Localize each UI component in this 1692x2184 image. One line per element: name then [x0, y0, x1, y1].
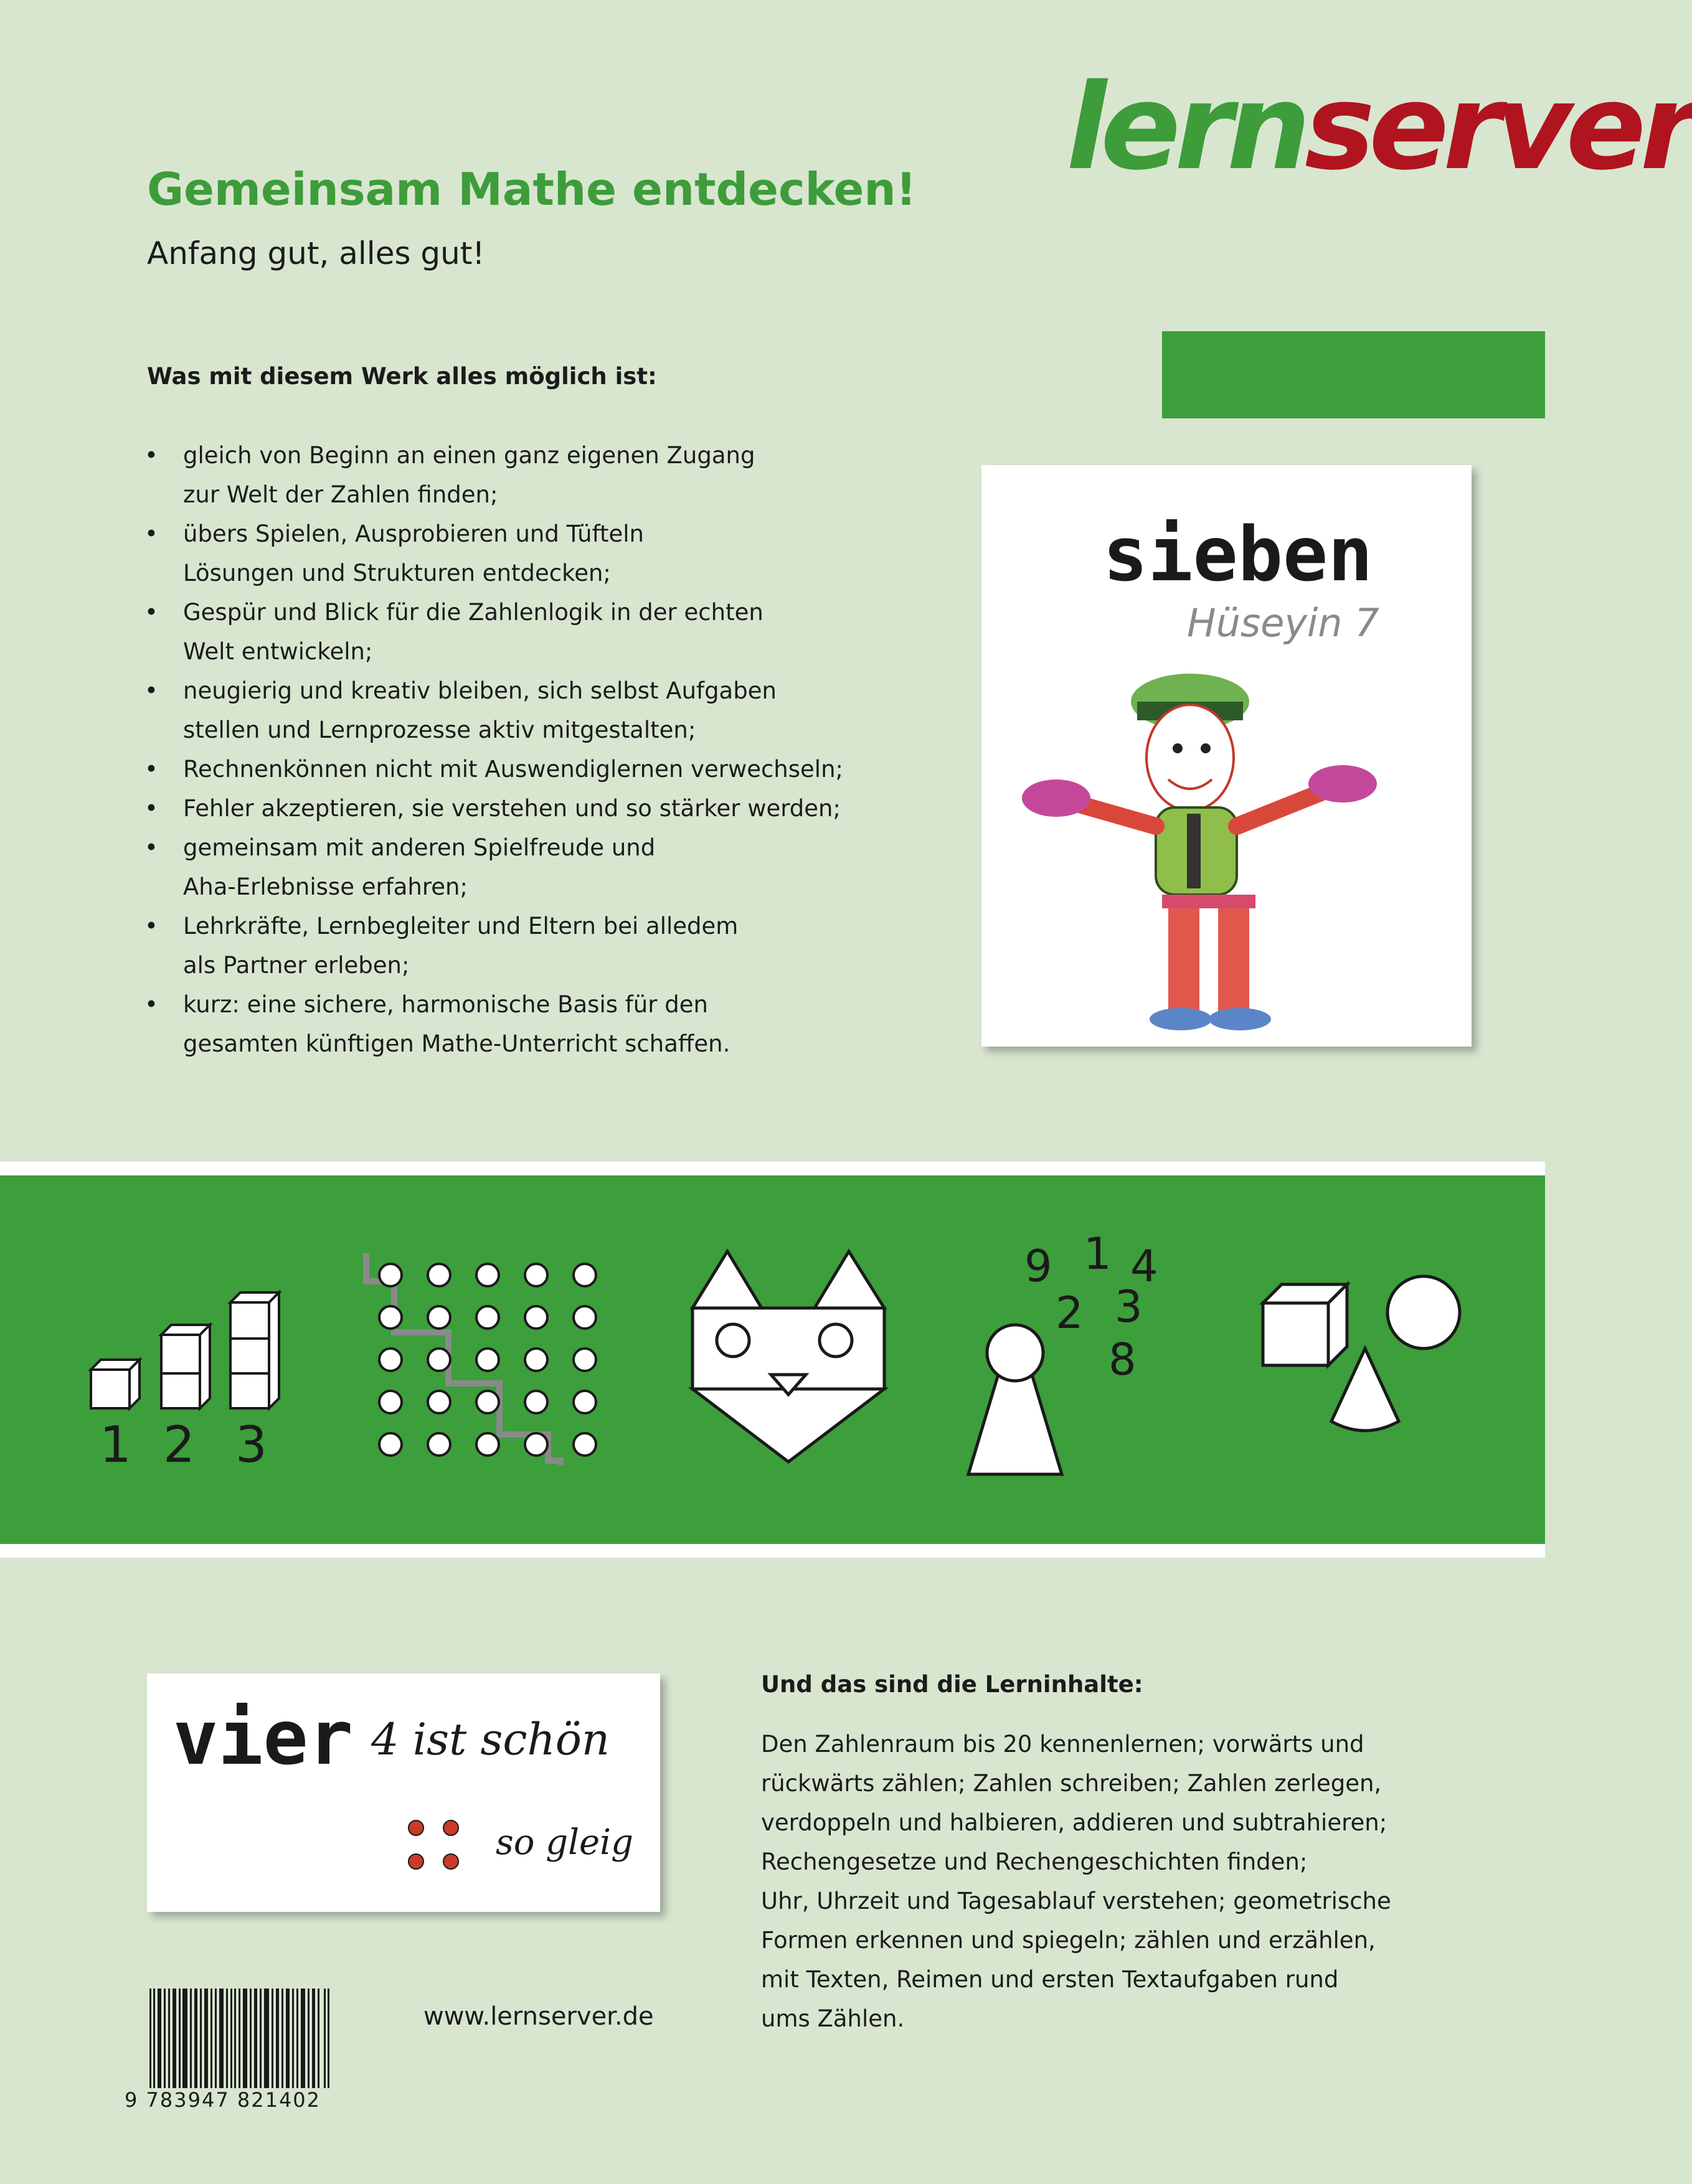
floating-number: 4 [1130, 1241, 1158, 1292]
divider-bottom [0, 1544, 1545, 1558]
child-writing [147, 1673, 660, 1912]
geometric-shapes-illustration [1263, 1276, 1460, 1431]
divider-top [0, 1162, 1545, 1175]
content-paragraph: Den Zahlenraum bis 20 kennenlernen; vorwärts und rückwärts zählen; Zahlen schreiben; Zahlen zerlegen, verdoppeln und halbieren, addieren und subtrahieren; Rechengesetze und Rechengeschichten finden; Uhr, Uhrzeit und Tagesablauf verstehen; geometrische Formen erkennen und spiegeln; zählen und erzählen, mit Texten, Reimen und ersten Textaufgaben rund ums Zählen. [761, 1731, 1391, 2032]
list-item: • gemeinsam mit anderen Spielfreude und Aha-Erlebnisse erfahren; [144, 828, 923, 906]
floating-number: 9 [1024, 1241, 1052, 1292]
list-item: • übers Spielen, Ausprobieren und Tüfteln Lösungen und Strukturen entdecken; [144, 514, 923, 593]
dot-grid [379, 1264, 596, 1456]
drawing-handwriting: Hüseyin 7 [1187, 600, 1379, 646]
green-accent-bar [1162, 331, 1545, 418]
writing-handwriting-1: 4 ist schön [371, 1714, 610, 1765]
figure-leg [1218, 908, 1249, 1014]
illustration-band [0, 1175, 1545, 1544]
page-title: Gemeinsam Mathe entdecken! [147, 163, 917, 215]
list-item: • Rechnenkönnen nicht mit Auswendiglernen verwechseln; [144, 750, 923, 789]
floating-number: 3 [1115, 1281, 1143, 1332]
content-heading: Und das sind die Lerninhalte: [761, 1671, 1143, 1698]
game-pawn-illustration [968, 1325, 1062, 1474]
cube-label: 2 [163, 1416, 195, 1474]
figure-head [1146, 705, 1234, 811]
writing-word: vier [173, 1695, 353, 1782]
drawing-word: sieben [1103, 512, 1373, 598]
isbn-number: 9 783947 821402 [125, 2088, 336, 2112]
figure-leg [1168, 908, 1199, 1014]
logo-part-lern: lern [1066, 59, 1305, 196]
band-illustrations [0, 1175, 1545, 1544]
writing-handwriting-2: so gleig [496, 1822, 633, 1863]
list-item: • Lehrkräfte, Lernbegleiter und Eltern bei alledem als Partner erleben; [144, 906, 923, 985]
list-item: • neugierig und kreativ bleiben, sich selbst Aufgaben stellen und Lernprozesse aktiv mitgestalten; [144, 671, 923, 750]
list-item: • kurz: eine sichere, harmonische Basis für den gesamten künftigen Mathe-Unterricht schaffen. [144, 985, 923, 1063]
page-subtitle: Anfang gut, alles gut! [147, 235, 485, 271]
child-drawing [981, 465, 1472, 1047]
child-writing-card [147, 1673, 660, 1912]
cube-label: 1 [100, 1416, 131, 1474]
floating-number: 1 [1084, 1228, 1112, 1279]
floating-number: 8 [1108, 1334, 1137, 1385]
lernserver-logo [1066, 59, 1692, 196]
website-url[interactable]: www.lernserver.de [423, 2002, 654, 2031]
list-item: • Fehler akzeptieren, sie verstehen und so stärker werden; [144, 789, 923, 828]
floating-number: 2 [1056, 1287, 1084, 1339]
cube-label: 3 [235, 1416, 267, 1474]
cube-stack-illustration [91, 1292, 279, 1408]
features-heading: Was mit diesem Werk alles möglich ist: [147, 363, 657, 390]
logo-part-server: server [1304, 59, 1692, 196]
list-item: • gleich von Beginn an einen ganz eigenen Zugang zur Welt der Zahlen finden; [144, 436, 923, 514]
barcode [147, 1989, 334, 2104]
list-item: • Gespür und Blick für die Zahlenlogik in der echten Welt entwickeln; [144, 593, 923, 671]
four-dots [409, 1820, 458, 1869]
fox-face-illustration [692, 1251, 884, 1462]
features-list [144, 436, 923, 1063]
child-drawing-card [981, 465, 1472, 1047]
